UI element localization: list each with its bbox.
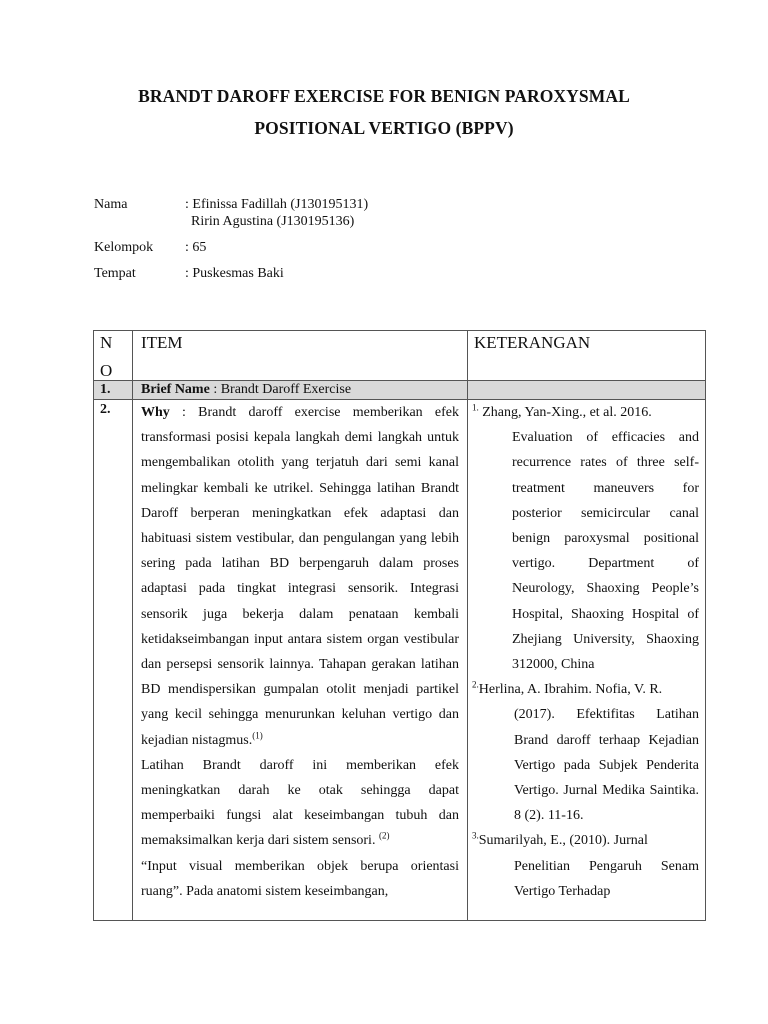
brief-name-cell: [133, 381, 468, 400]
why-text-1: : Brandt daroff exercise memberikan efek transformasi posisi kepala langkah demi langkah untuk mengembalikan otolith yang terjatuh dari semi kanal melingkar kembali ke utrikel. Sehingga latihan Brandt Daroff berperan meningkatkan efek adaptasi dan habituasi sistem vestibular, dan pengulangan yang lebih sering pada latihan BD berpengaruh dalam proses adaptasi pada tingkat integrasi sensorik. Integrasi sensorik juga bekerja dalam penataan kembali ketidakseimbangan input antara sistem organ vestibular dan persepsi sensorik lainnya. Tahapan gerakan latihan BD mendispersikan gumpalan otolit menjadi partikel yang kecil sehingga menurunkan keluhan vertigo dan kejadian nistagmus.: [141, 405, 459, 748]
tempat-value: : Puskesmas Baki: [185, 266, 284, 281]
reference-1-first-line: Zhang, Yan-Xing., et al. 2016.: [482, 405, 652, 420]
reference-1: [472, 400, 699, 677]
header-item: ITEM: [133, 331, 468, 381]
reference-2-rest: (2017). Efektifitas Latihan Brand daroff terhaap Kejadian Vertigo pada Subjek Penderita Vertigo. Jurnal Medika Saintika. 8 (2). 11-16.: [514, 707, 699, 824]
citation-2: (2): [378, 830, 390, 841]
reference-3-rest: Penelitian Pengaruh Senam Vertigo Terhadap: [514, 858, 699, 899]
reference-2: [472, 677, 699, 828]
header-keterangan: KETERANGAN: [468, 331, 706, 381]
header-no-1: N: [100, 333, 113, 352]
why-paragraph-2: [141, 753, 459, 854]
why-paragraph-1: [141, 400, 459, 753]
nama-label: Nama: [94, 197, 128, 212]
reference-3-first-line: Sumarilyah, E., (2010). Jurnal: [478, 833, 648, 849]
brief-name-value: : Brandt Daroff Exercise: [209, 382, 352, 397]
reference-3-number: 3.: [472, 830, 479, 841]
brief-name-keterangan: [468, 381, 706, 400]
document-title-line-1: BRANDT DAROFF EXERCISE FOR BENIGN PAROXYSMAL: [138, 86, 630, 106]
kelompok-label: Kelompok: [94, 240, 154, 255]
row-number: 2.: [94, 400, 133, 921]
nama-value-1: : Efinissa Fadillah (J130195131): [185, 197, 369, 212]
tempat-label: Tempat: [94, 266, 136, 281]
reference-2-first-line: Herlina, A. Ibrahim. Nofia, V. R.: [478, 682, 663, 698]
why-label: Why: [141, 405, 170, 420]
document-title-line-2: POSITIONAL VERTIGO (BPPV): [254, 118, 514, 138]
why-paragraph-3: “Input visual memberikan objek berupa orientasi ruang”. Pada anatomi sistem keseimbangan,: [141, 858, 459, 899]
reference-1-number: 1.: [472, 402, 479, 413]
table-header-row: [94, 331, 706, 381]
citation-1: (1): [252, 729, 263, 740]
table-row: [94, 400, 706, 921]
why-text-2: Latihan Brandt daroff ini memberikan efek meningkatkan darah ke otak sehingga dapat memperbaiki fungsi alat keseimbangan tubuh dan memaksimalkan kerja dari sistem sensori.: [141, 757, 459, 849]
reference-2-number: 2.: [472, 679, 479, 690]
why-cell: [133, 400, 468, 921]
brief-name-label: Brief Name: [141, 382, 210, 397]
references-cell: [468, 400, 706, 921]
kelompok-value: : 65: [185, 240, 207, 255]
reference-3: [472, 828, 699, 904]
exercise-table: [93, 330, 706, 921]
nama-value-2: Ririn Agustina (J130195136): [191, 214, 355, 229]
table-row: [94, 381, 706, 400]
reference-1-rest: Evaluation of efficacies and recurrence rates of three self-treatment maneuvers for posterior semicircular canal benign paroxysmal positional vertigo. Department of Neurology, Shaoxing People’s Hospital, Shaoxing Hospital of Zhejiang University, Shaoxing 312000, China: [512, 430, 699, 673]
nama-value: [185, 196, 368, 230]
row-number: 1.: [94, 381, 133, 400]
header-no: [94, 331, 133, 381]
header-no-2: O: [100, 361, 113, 380]
